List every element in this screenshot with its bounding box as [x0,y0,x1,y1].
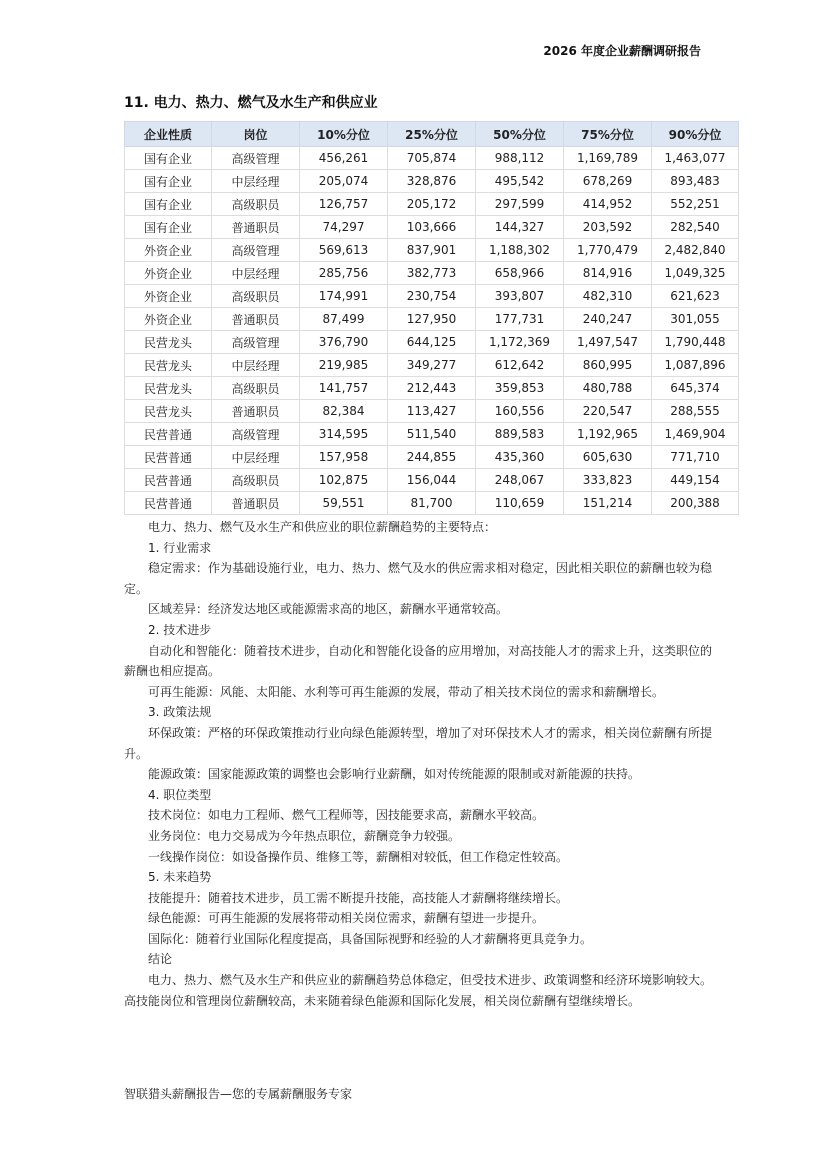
p75-cell: 1,192,965 [564,423,652,446]
p10-cell: 569,613 [300,239,388,262]
col-header-p90: 90%分位 [652,122,739,147]
body-paragraph: 国际化：随着行业国际化程度提高，具备国际视野和经验的人才薪酬将更具竞争力。 [148,931,593,946]
p10-cell: 141,757 [300,377,388,400]
p50-cell: 889,583 [476,423,564,446]
body-paragraph: 2. 技术进步 [148,622,212,637]
body-paragraph: 电力、热力、燃气及水生产和供应业的职位薪酬趋势的主要特点： [148,520,497,534]
body-paragraph: 可再生能源：风能、太阳能、水利等可再生能源的发展，带动了相关技术岗位的需求和薪酬增长。 [148,684,665,699]
p50-cell: 248,067 [476,469,564,492]
company-type-cell: 民营普通 [125,469,212,492]
p10-cell: 87,499 [300,308,388,331]
p75-cell: 1,169,789 [564,147,652,170]
p90-cell: 552,251 [652,193,739,216]
p75-cell: 240,247 [564,308,652,331]
p10-cell: 126,757 [300,193,388,216]
position-cell: 中层经理 [212,262,300,285]
p25-cell: 230,754 [388,285,476,308]
table-row [125,469,739,492]
p10-cell: 376,790 [300,331,388,354]
company-type-cell: 国有企业 [125,147,212,170]
p10-cell: 157,958 [300,446,388,469]
p50-cell: 1,188,302 [476,239,564,262]
report-header-title: 2026 年度企业薪酬调研报告 [543,44,701,58]
p90-cell: 645,374 [652,377,739,400]
company-type-cell: 外资企业 [125,262,212,285]
p25-cell: 156,044 [388,469,476,492]
p90-cell: 893,483 [652,170,739,193]
p75-cell: 333,823 [564,469,652,492]
p25-cell: 81,700 [388,492,476,515]
position-cell: 中层经理 [212,354,300,377]
col-header-company-type: 企业性质 [125,122,212,147]
p50-cell: 435,360 [476,446,564,469]
table-row [125,492,739,515]
position-cell: 高级职员 [212,377,300,400]
p50-cell: 495,542 [476,170,564,193]
table-row [125,216,739,239]
col-header-p10: 10%分位 [300,122,388,147]
table-row [125,400,739,423]
body-paragraph: 4. 职位类型 [148,787,212,802]
company-type-cell: 民营龙头 [125,331,212,354]
col-header-p50: 50%分位 [476,122,564,147]
body-paragraph: 自动化和智能化：随着技术进步，自动化和智能化设备的应用增加，对高技能人才的需求上升，这类职位的薪酬也相应提高。 [124,643,713,679]
p90-cell: 200,388 [652,492,739,515]
body-paragraph: 3. 政策法规 [148,705,212,720]
p75-cell: 860,995 [564,354,652,377]
p90-cell: 282,540 [652,216,739,239]
position-cell: 普通职员 [212,400,300,423]
body-paragraph: 技能提升：随着技术进步，员工需不断提升技能，高技能人才薪酬将继续增长。 [148,890,569,905]
body-paragraph: 环保政策：严格的环保政策推动行业向绿色能源转型，增加了对环保技术人才的需求，相关岗位薪酬有所提升。 [124,725,713,761]
p90-cell: 771,710 [652,446,739,469]
position-cell: 高级管理 [212,239,300,262]
p90-cell: 301,055 [652,308,739,331]
body-paragraph: 业务岗位：电力交易成为今年热点职位，薪酬竞争力较强。 [148,828,461,843]
p75-cell: 1,497,547 [564,331,652,354]
p50-cell: 177,731 [476,308,564,331]
p75-cell: 414,952 [564,193,652,216]
position-cell: 高级管理 [212,423,300,446]
position-cell: 高级管理 [212,331,300,354]
body-paragraph: 技术岗位：如电力工程师、燃气工程师等，因技能要求高，薪酬水平较高。 [148,808,545,823]
position-cell: 高级管理 [212,147,300,170]
position-cell: 普通职员 [212,308,300,331]
p50-cell: 110,659 [476,492,564,515]
table-row [125,354,739,377]
p25-cell: 349,277 [388,354,476,377]
p10-cell: 456,261 [300,147,388,170]
p50-cell: 988,112 [476,147,564,170]
position-cell: 高级职员 [212,193,300,216]
position-cell: 高级职员 [212,285,300,308]
p50-cell: 393,807 [476,285,564,308]
company-type-cell: 国有企业 [125,216,212,239]
p10-cell: 174,991 [300,285,388,308]
p10-cell: 285,756 [300,262,388,285]
p75-cell: 605,630 [564,446,652,469]
table-header-row [125,122,739,147]
position-cell: 中层经理 [212,446,300,469]
table-row [125,308,739,331]
position-cell: 中层经理 [212,170,300,193]
p50-cell: 1,172,369 [476,331,564,354]
body-paragraph: 结论 [148,952,173,967]
p75-cell: 480,788 [564,377,652,400]
company-type-cell: 民营龙头 [125,377,212,400]
table-row [125,331,739,354]
company-type-cell: 民营龙头 [125,354,212,377]
company-type-cell: 国有企业 [125,193,212,216]
p75-cell: 814,916 [564,262,652,285]
p90-cell: 1,463,077 [652,147,739,170]
position-cell: 普通职员 [212,492,300,515]
p75-cell: 203,592 [564,216,652,239]
p50-cell: 160,556 [476,400,564,423]
position-cell: 普通职员 [212,216,300,239]
p75-cell: 151,214 [564,492,652,515]
p10-cell: 59,551 [300,492,388,515]
body-paragraph: 区域差异：经济发达地区或能源需求高的地区，薪酬水平通常较高。 [148,602,509,617]
company-type-cell: 民营普通 [125,492,212,515]
p90-cell: 621,623 [652,285,739,308]
p25-cell: 113,427 [388,400,476,423]
p10-cell: 314,595 [300,423,388,446]
body-paragraph: 稳定需求：作为基础设施行业，电力、热力、燃气及水的供应需求相对稳定，因此相关职位的薪酬也较为稳定。 [124,561,713,596]
p25-cell: 837,901 [388,239,476,262]
p50-cell: 297,599 [476,193,564,216]
company-type-cell: 民营龙头 [125,400,212,423]
company-type-cell: 民营普通 [125,423,212,446]
p25-cell: 705,874 [388,147,476,170]
p25-cell: 103,666 [388,216,476,239]
p25-cell: 205,172 [388,193,476,216]
p25-cell: 382,773 [388,262,476,285]
table-row [125,423,739,446]
p10-cell: 74,297 [300,216,388,239]
body-paragraph: 能源政策：国家能源政策的调整也会影响行业薪酬，如对传统能源的限制或对新能源的扶持。 [148,767,641,782]
company-type-cell: 民营普通 [125,446,212,469]
salary-table [124,121,739,515]
p90-cell: 1,049,325 [652,262,739,285]
col-header-p25: 25%分位 [388,122,476,147]
position-cell: 高级职员 [212,469,300,492]
p90-cell: 288,555 [652,400,739,423]
footer-text: 智联猎头薪酬报告—您的专属薪酬服务专家 [124,1087,353,1101]
p50-cell: 144,327 [476,216,564,239]
body-paragraph: 5. 未来趋势 [148,870,212,885]
p50-cell: 658,966 [476,262,564,285]
table-row [125,239,739,262]
body-text [124,517,716,1011]
table-row [125,193,739,216]
p25-cell: 244,855 [388,446,476,469]
p90-cell: 449,154 [652,469,739,492]
p10-cell: 102,875 [300,469,388,492]
table-row [125,285,739,308]
p90-cell: 1,087,896 [652,354,739,377]
p25-cell: 127,950 [388,308,476,331]
p25-cell: 644,125 [388,331,476,354]
p50-cell: 612,642 [476,354,564,377]
p75-cell: 678,269 [564,170,652,193]
body-paragraph: 1. 行业需求 [148,540,212,555]
p90-cell: 1,469,904 [652,423,739,446]
p10-cell: 219,985 [300,354,388,377]
company-type-cell: 外资企业 [125,285,212,308]
table-row [125,446,739,469]
body-paragraph: 电力、热力、燃气及水生产和供应业的薪酬趋势总体稳定，但受技术进步、政策调整和经济环境影响较大。高技能岗位和管理岗位薪酬较高，未来随着绿色能源和国际化发展，相关岗位薪酬有望继续增长。 [124,973,713,1008]
p50-cell: 359,853 [476,377,564,400]
table-row [125,262,739,285]
p25-cell: 328,876 [388,170,476,193]
p75-cell: 482,310 [564,285,652,308]
p90-cell: 2,482,840 [652,239,739,262]
company-type-cell: 国有企业 [125,170,212,193]
p25-cell: 212,443 [388,377,476,400]
col-header-p75: 75%分位 [564,122,652,147]
table-row [125,147,739,170]
table-body [125,147,739,515]
body-paragraph: 绿色能源：可再生能源的发展将带动相关岗位需求，薪酬有望进一步提升。 [148,911,545,926]
p25-cell: 511,540 [388,423,476,446]
p10-cell: 82,384 [300,400,388,423]
p75-cell: 220,547 [564,400,652,423]
section-title: 11. 电力、热力、燃气及水生产和供应业 [124,95,378,111]
company-type-cell: 外资企业 [125,308,212,331]
p75-cell: 1,770,479 [564,239,652,262]
body-paragraph: 一线操作岗位：如设备操作员、维修工等，薪酬相对较低，但工作稳定性较高。 [148,849,569,864]
table-row [125,377,739,400]
company-type-cell: 外资企业 [125,239,212,262]
table-row [125,170,739,193]
p90-cell: 1,790,448 [652,331,739,354]
p10-cell: 205,074 [300,170,388,193]
col-header-position: 岗位 [212,122,300,147]
